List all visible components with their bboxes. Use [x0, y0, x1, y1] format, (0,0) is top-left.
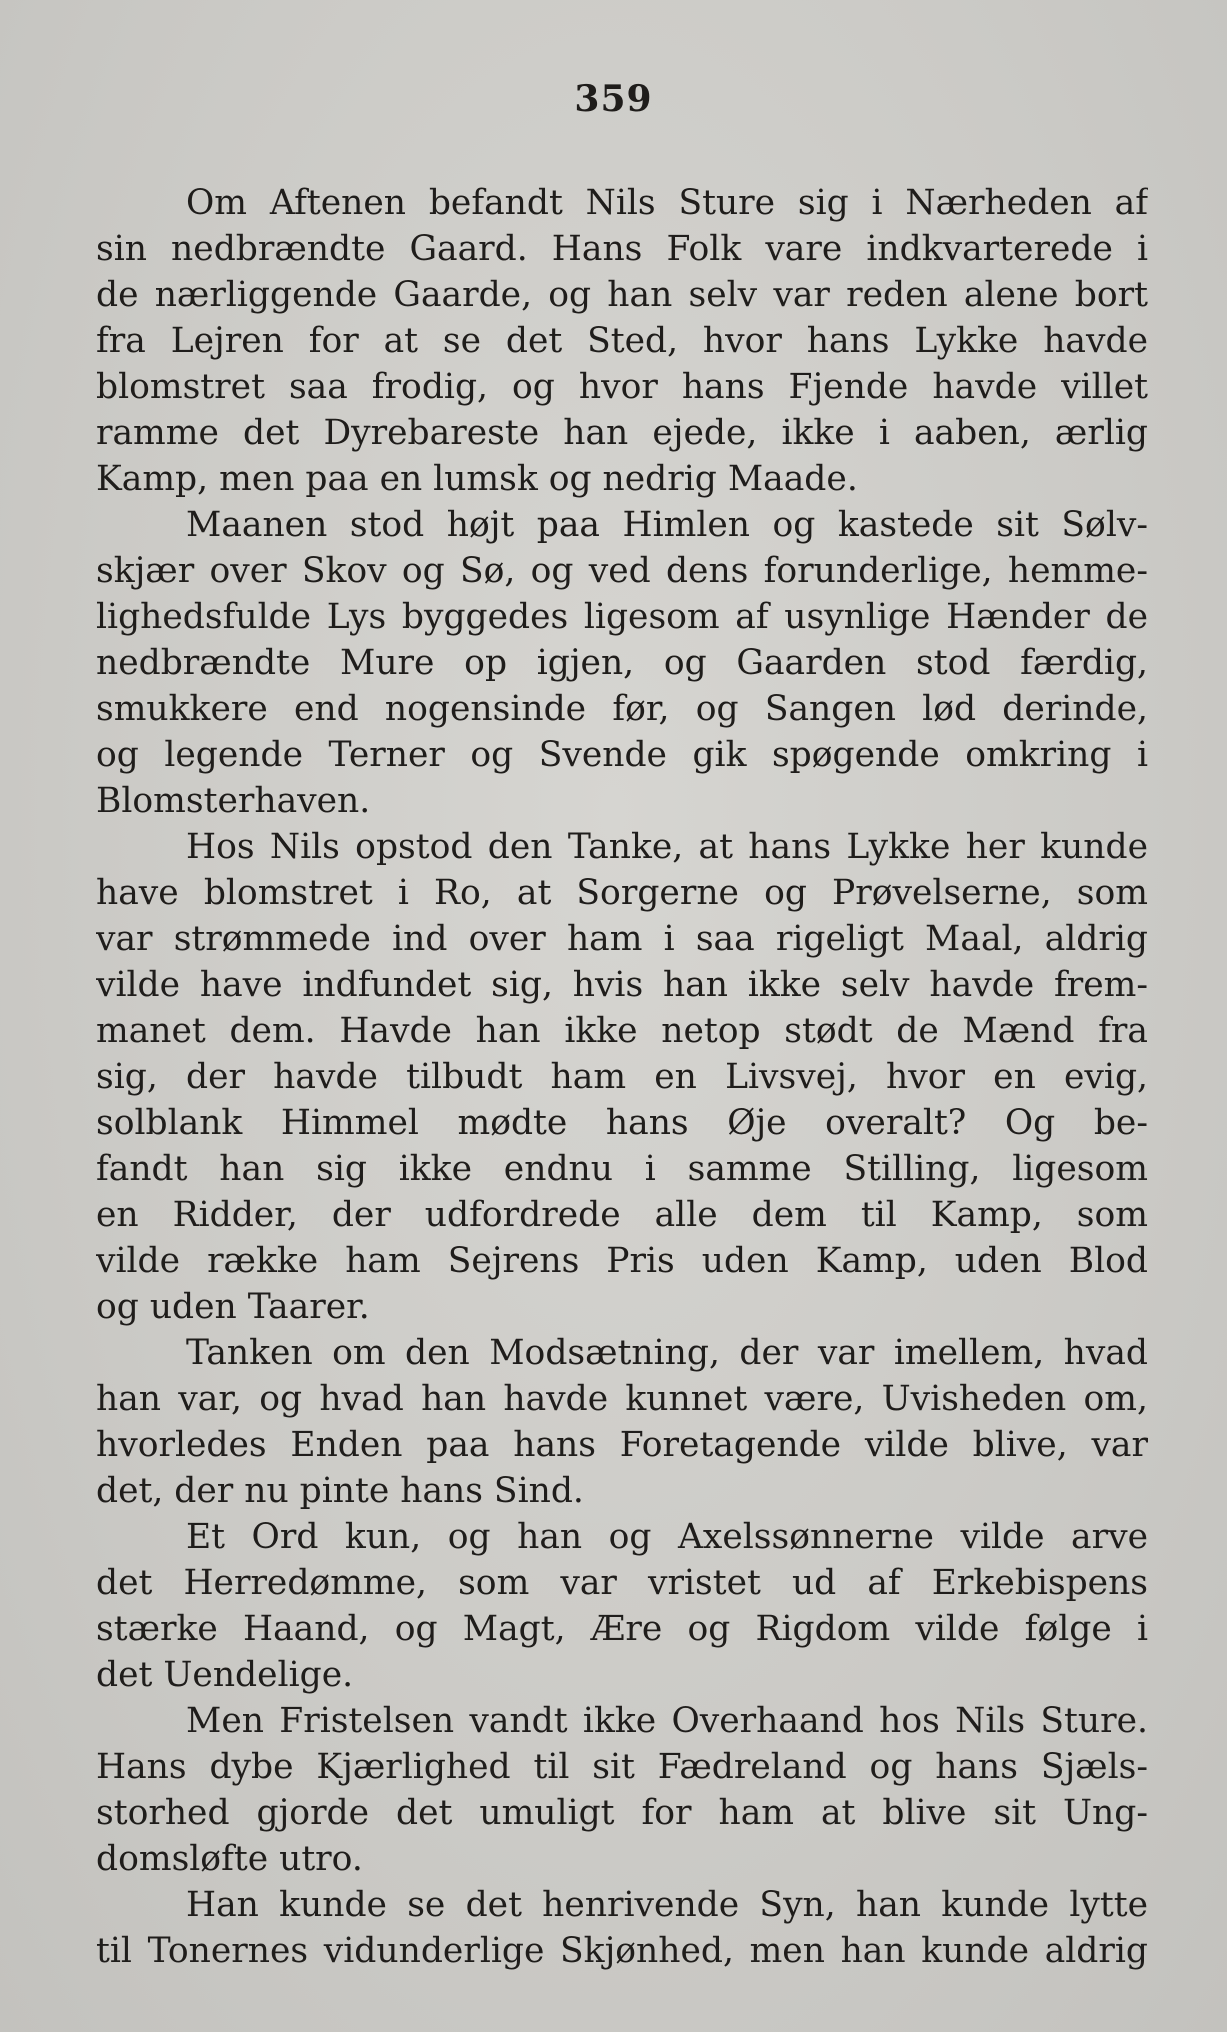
text-line: Men Fristelsen vandt ikke Overhaand hos Nils Sture. — [186, 1701, 1148, 1741]
text-line: Et Ord kun, og han og Axelssønnerne vilde arve — [186, 1517, 1148, 1557]
text-line: Maanen stod højt paa Himlen og kastede sit Sølv- — [186, 505, 1148, 545]
text-line: have blomstret i Ro, at Sorgerne og Prøvelserne, som — [96, 873, 1148, 913]
text-line: Blomsterhaven. — [96, 781, 371, 821]
text-line: solblank Himmel mødte hans Øje overalt? Og be- — [96, 1103, 1148, 1143]
text-line: Hans dybe Kjærlighed til sit Fædreland og hans Sjæls- — [96, 1747, 1148, 1787]
text-line: sin nedbrændte Gaard. Hans Folk vare indkvarterede i — [96, 229, 1148, 269]
text-line: fra Lejren for at se det Sted, hvor hans Lykke havde — [96, 321, 1148, 361]
text-line: var strømmede ind over ham i saa rigeligt Maal, aldrig — [96, 919, 1148, 959]
text-line: og uden Taarer. — [96, 1287, 370, 1327]
text-line: Han kunde se det henrivende Syn, han kunde lytte — [186, 1885, 1148, 1925]
body-text — [96, 180, 1148, 1974]
text-line: det Uendelige. — [96, 1655, 354, 1695]
text-line: smukkere end nogensinde før, og Sangen lød derinde, — [96, 689, 1148, 729]
text-line: det Herredømme, som var vristet ud af Erkebispens — [96, 1563, 1148, 1603]
text-line: Hos Nils opstod den Tanke, at hans Lykke her kunde — [186, 827, 1148, 867]
text-line: ramme det Dyrebareste han ejede, ikke i aaben, ærlig — [96, 413, 1148, 453]
text-line: blomstret saa frodig, og hvor hans Fjende havde villet — [96, 367, 1148, 407]
text-line: en Ridder, der udfordrede alle dem til Kamp, som — [96, 1195, 1148, 1235]
text-line: vilde have indfundet sig, hvis han ikke selv havde frem- — [96, 965, 1148, 1005]
text-line: manet dem. Havde han ikke netop stødt de Mænd fra — [96, 1011, 1148, 1051]
text-line: han var, og hvad han havde kunnet være, Uvisheden om, — [96, 1379, 1148, 1419]
text-line: sig, der havde tilbudt ham en Livsvej, hvor en evig, — [96, 1057, 1148, 1097]
text-line: Tanken om den Modsætning, der var imellem, hvad — [186, 1333, 1148, 1373]
text-line: fandt han sig ikke endnu i samme Stilling, ligesom — [96, 1149, 1148, 1189]
text-line: til Tonernes vidunderlige Skjønhed, men han kunde aldrig — [96, 1931, 1148, 1971]
text-line: domsløfte utro. — [96, 1839, 363, 1879]
page-number: 359 — [574, 78, 653, 120]
text-line: nedbrændte Mure op igjen, og Gaarden stod færdig, — [96, 643, 1148, 683]
text-line: vilde række ham Sejrens Pris uden Kamp, uden Blod — [96, 1241, 1148, 1281]
text-line: lighedsfulde Lys byggedes ligesom af usynlige Hænder de — [96, 597, 1148, 637]
text-line: og legende Terner og Svende gik spøgende omkring i — [96, 735, 1148, 775]
text-line: stærke Haand, og Magt, Ære og Rigdom vilde følge i — [96, 1609, 1148, 1649]
text-line: Om Aftenen befandt Nils Sture sig i Nærheden af — [186, 183, 1148, 223]
text-line: skjær over Skov og Sø, og ved dens forunderlige, hemme- — [96, 551, 1148, 591]
text-line: det, der nu pinte hans Sind. — [96, 1471, 584, 1511]
text-line: hvorledes Enden paa hans Foretagende vilde blive, var — [96, 1425, 1148, 1465]
text-line: Kamp, men paa en lumsk og nedrig Maade. — [96, 459, 858, 499]
text-line: de nærliggende Gaarde, og han selv var reden alene bort — [96, 275, 1148, 315]
text-line: storhed gjorde det umuligt for ham at blive sit Ung- — [96, 1793, 1148, 1833]
